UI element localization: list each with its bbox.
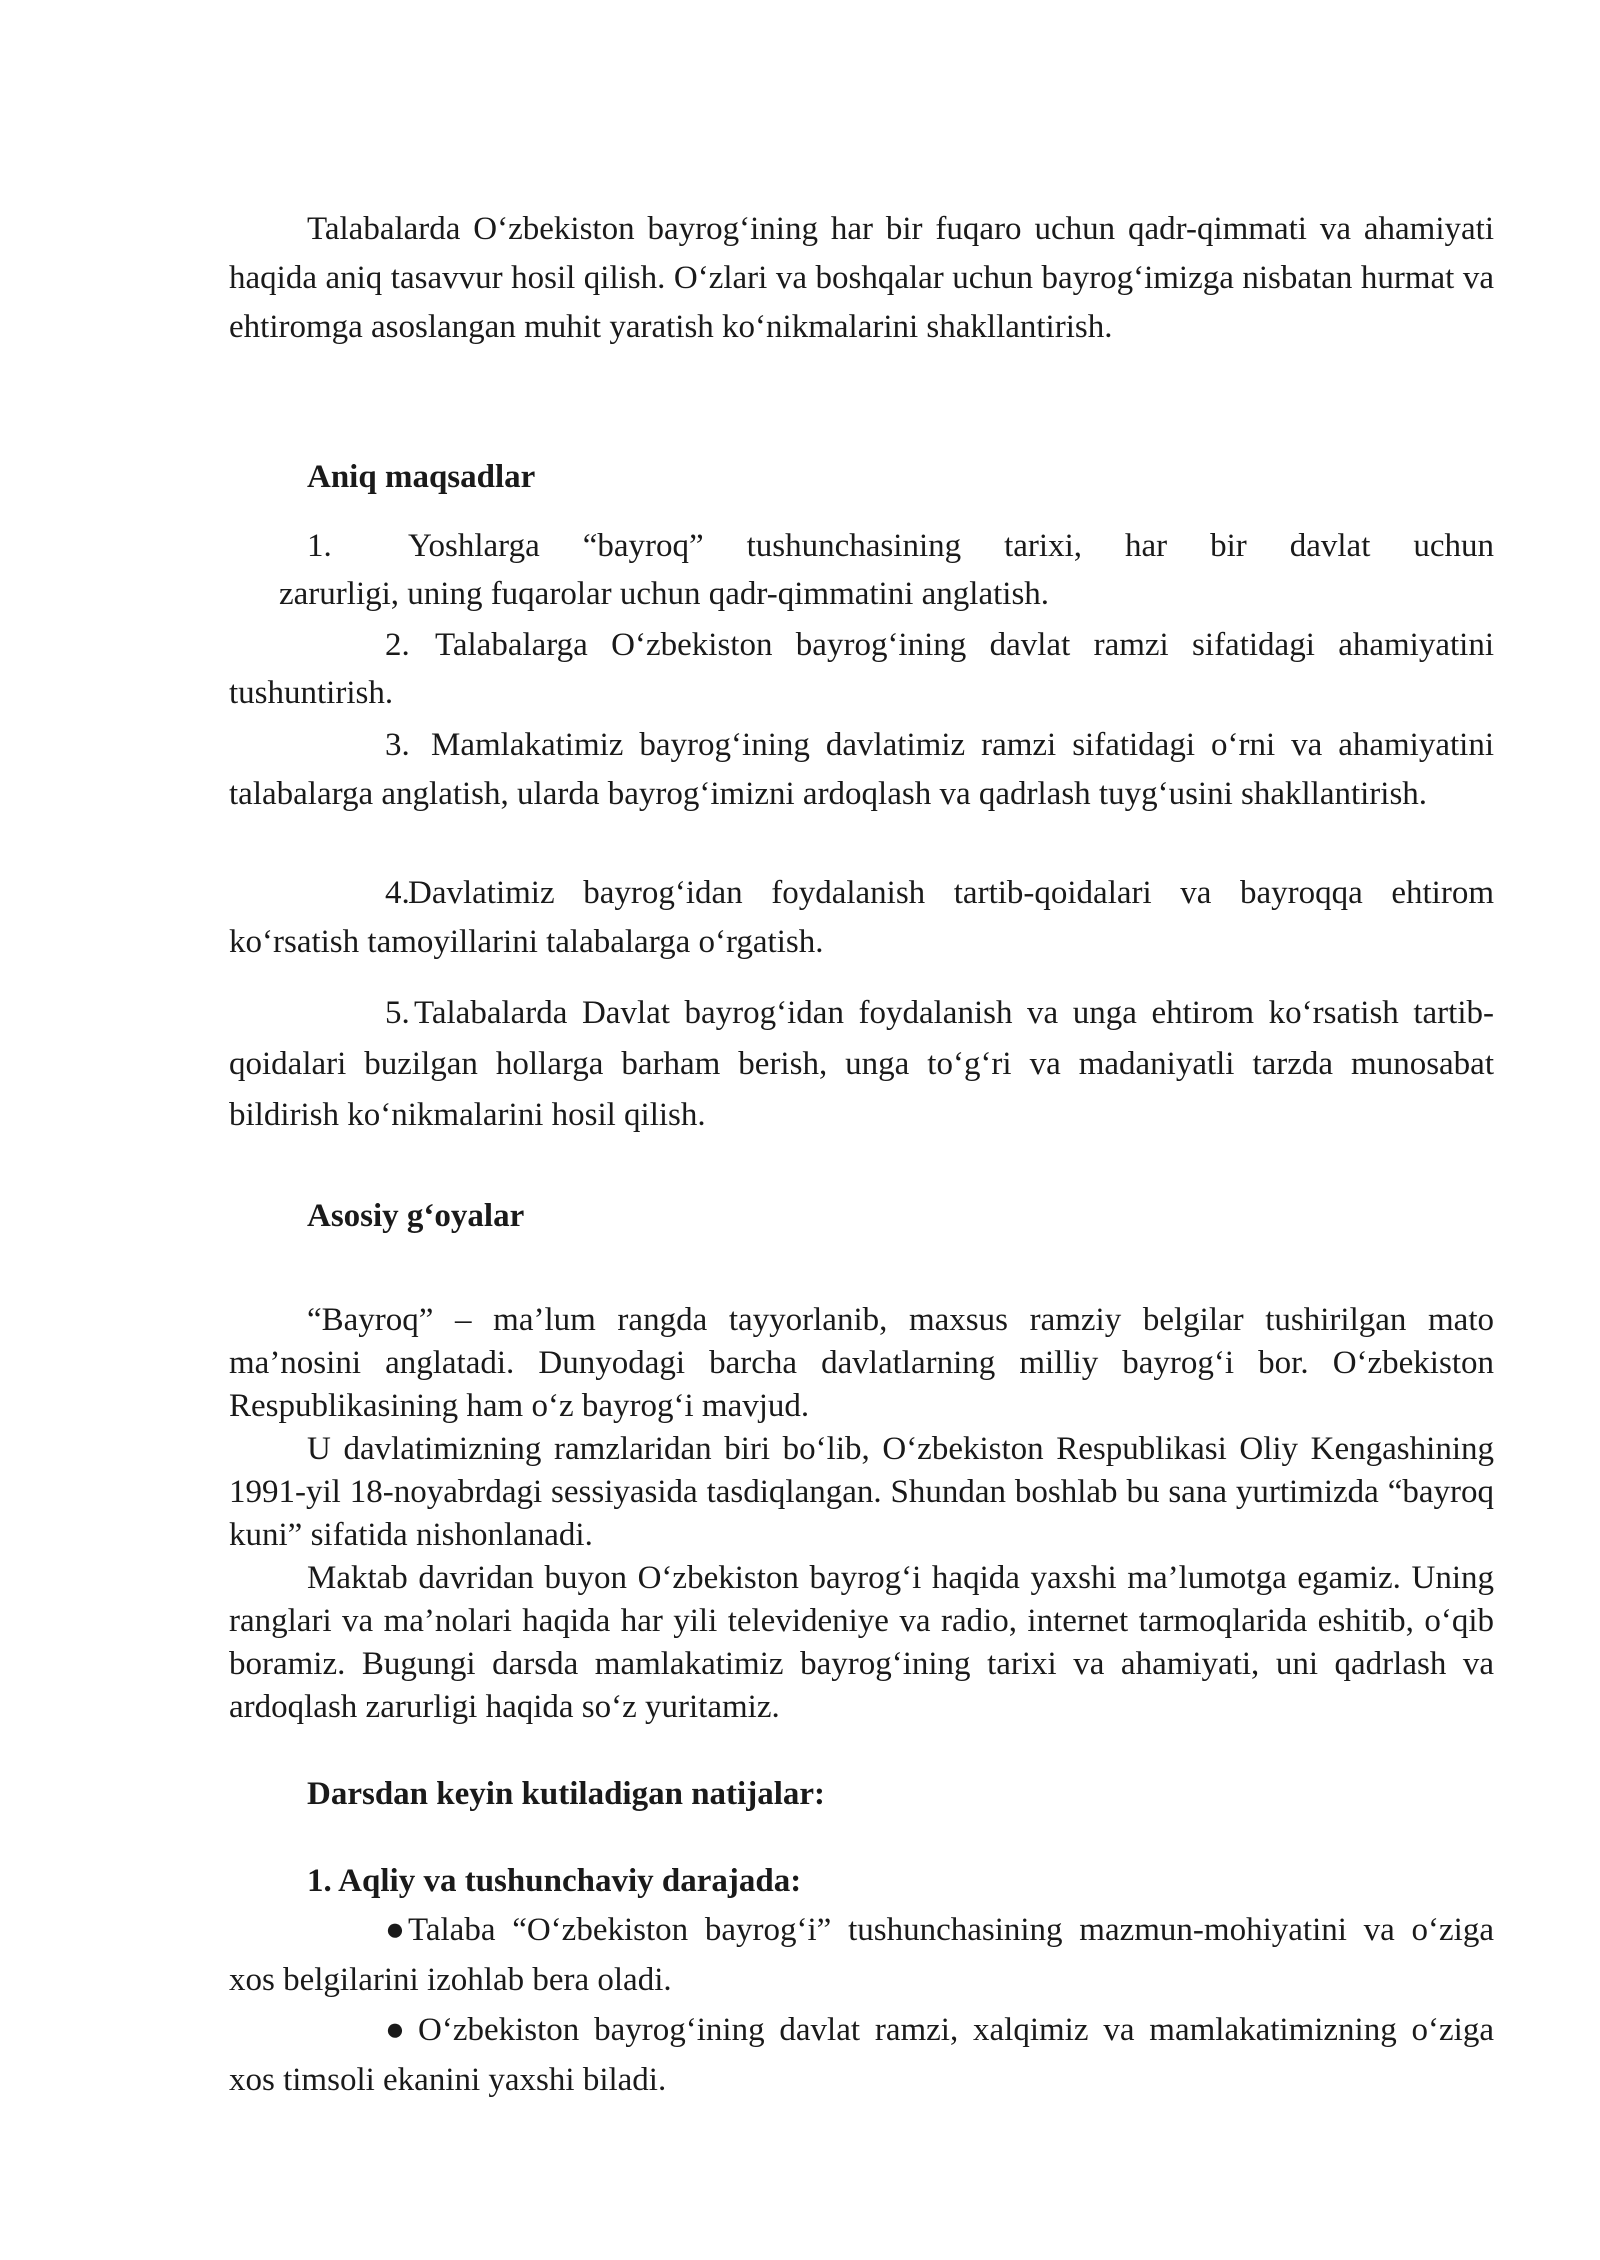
objective-item-2 [229, 621, 1494, 717]
bullet-icon: ● [385, 1912, 405, 1948]
bullet-icon: ● [385, 2012, 405, 2048]
outcome-bullet-1-text: Talaba “O‘zbekiston bayrog‘i” tushunchasining mazmun-mohiyatini va o‘ziga xos belgilarini izohlab bera oladi. [229, 1912, 1494, 1998]
objective-item-4-number: 4. [385, 875, 410, 911]
outcome-bullet-2-text: O‘zbekiston bayrog‘ining davlat ramzi, xalqimiz va mamlakatimizning o‘ziga xos timsoli ekanini yaxshi biladi. [229, 2012, 1494, 2098]
objective-item-3-text: Mamlakatimiz bayrog‘ining davlatimiz ramzi sifatidagi o‘rni va ahamiyatini talabalarga anglatish, ularda bayrog‘imizni ardoqlash va qadrlash tuyg‘usini shakllantirish. [229, 727, 1494, 812]
objective-item-3 [229, 721, 1494, 819]
objective-item-1 [229, 522, 1494, 618]
objective-item-4-text: Davlatimiz bayrog‘idan foydalanish tartib-qoidalari va bayroqqa ehtirom ko‘rsatish tamoyillarini talabalarga o‘rgatish. [229, 875, 1494, 960]
objective-item-2-number: 2. [385, 627, 410, 663]
objective-item-1-text: Yoshlarga “bayroq” tushunchasining tarixi, har bir davlat uchun [408, 528, 1494, 564]
intro-paragraph: Talabalarda O‘zbekiston bayrog‘ining har bir fuqaro uchun qadr-qimmati va ahamiyati haqida aniq tasavvur hosil qilish. O‘zlari va boshqalar uchun bayrog‘imizga nisbatan hurmat va ehtiromga asoslangan muhit yaratish ko‘nikmalarini shakllantirish. [229, 211, 1494, 345]
outcome-bullet-2 [229, 2005, 1494, 2105]
objective-item-2-text: Talabalarga O‘zbekiston bayrog‘ining davlat ramzi sifatidagi ahamiyatini tushuntirish. [229, 627, 1494, 711]
objective-item-4 [229, 869, 1494, 967]
objective-item-1-line2: zarurligi, uning fuqarolar uchun qadr-qimmatini anglatish. [279, 576, 1050, 612]
objective-item-5-number: 5. [385, 995, 410, 1031]
objective-item-1-number: 1. [307, 528, 332, 564]
outcomes-subheading-1: 1. Aqliy va tushunchaviy darajada: [307, 1863, 802, 1899]
outcome-bullet-1 [229, 1905, 1494, 2005]
main-ideas-heading: Asosiy g‘oyalar [307, 1198, 525, 1234]
main-ideas-paragraph-2: U davlatimizning ramzlaridan biri bo‘lib, O‘zbekiston Respublikasi Oliy Kengashining 1991-yil 18-noyabrdagi sessiyasida tasdiqlangan. Shundan boshlab bu sana yurtimizda “bayroq kuni” sifatida nishonlanadi. [229, 1431, 1494, 1553]
objective-item-1-line1 [229, 522, 1494, 570]
outcomes-heading: Darsdan keyin kutiladigan natijalar: [307, 1776, 826, 1812]
main-ideas-paragraph-1: “Bayroq” – ma’lum rangda tayyorlanib, maxsus ramziy belgilar tushirilgan mato ma’nosini anglatadi. Dunyodagi barcha davlatlarning milliy bayrog‘i bor. O‘zbekiston Respublikasining ham o‘z bayrog‘i mavjud. [229, 1302, 1494, 1424]
objectives-heading: Aniq maqsadlar [307, 459, 536, 495]
objective-item-5 [229, 988, 1494, 1141]
objective-item-3-number: 3. [385, 727, 410, 763]
objective-item-5-text: Talabalarda Davlat bayrog‘idan foydalanish va unga ehtirom ko‘rsatish tartib-qoidalari buzilgan hollarga barham berish, unga to‘g‘ri va madaniyatli tarzda munosabat bildirish ko‘nikmalarini hosil qilish. [229, 995, 1494, 1133]
main-ideas-paragraph-3: Maktab davridan buyon O‘zbekiston bayrog‘i haqida yaxshi ma’lumotga egamiz. Uning ranglari va ma’nolari haqida har yili televideniye va radio, internet tarmoqlarida eshitib, o‘qib boramiz. Bugungi darsda mamlakatimiz bayrog‘ining tarixi va ahamiyati, uni qadrlash va ardoqlash zarurligi haqida so‘z yuritamiz. [229, 1560, 1494, 1725]
